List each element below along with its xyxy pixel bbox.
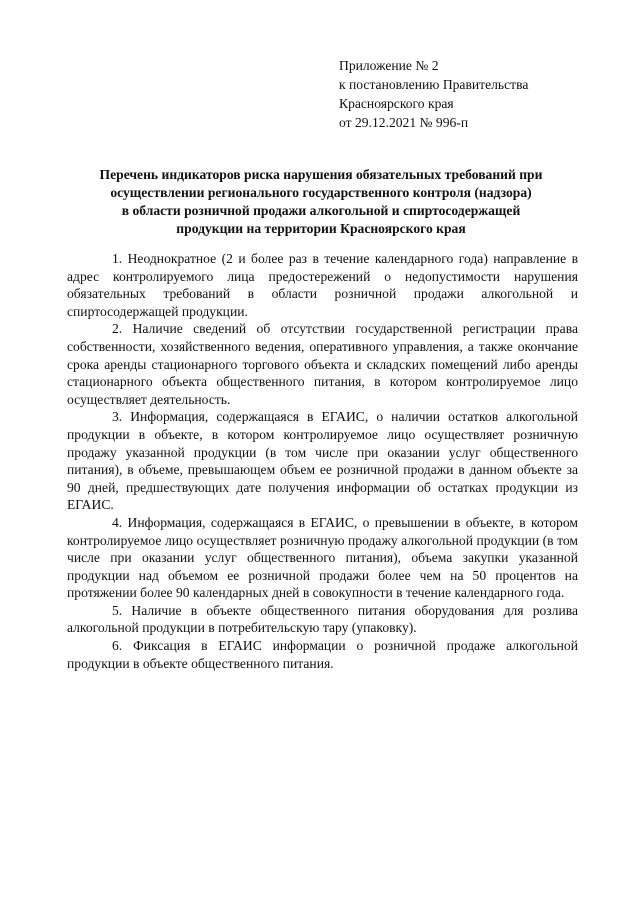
indicator-item-2: 2. Наличие сведений об отсутствии государственной регистрации права собственности, хозяйственного ведения, оперативного управления, а также окончание срока аренды стационарного торгового объекта и складских помещений либо аренды стационарного объекта общественного питания, в котором контролируемое лицо осуществляет деятельность.: [67, 321, 578, 407]
appendix-number: Приложение № 2: [339, 58, 439, 73]
appendix-region: Красноярского края: [339, 96, 454, 111]
document-title: [70, 166, 572, 238]
indicator-item-4: 4. Информация, содержащаяся в ЕГАИС, о превышении в объекте, в котором контролируемое лицо осуществляет розничную продажу алкогольной продукции (в том числе при оказании услуг общественного питания), объема закупки указанной продукции над объемом ее розничной продажи более чем на 50 процентов на протяжении более 90 календарных дней в совокупности в течение календарного года.: [67, 514, 578, 601]
indicator-item-6: 6. Фиксация в ЕГАИС информации о розничной продаже алкогольной продукции в объекте общественного питания.: [67, 638, 578, 671]
indicator-list: [67, 250, 578, 672]
title-line: Перечень индикаторов риска нарушения обязательных требований при: [99, 167, 543, 182]
title-line: осуществлении регионального государственного контроля (надзора): [110, 185, 532, 200]
title-line: в области розничной продажи алкогольной и спиртосодержащей: [121, 203, 521, 218]
indicator-item-3: 3. Информация, содержащаяся в ЕГАИС, о наличии остатков алкогольной продукции в объекте, в котором контролируемое лицо осуществляет розничную продажу указанной продукции (в том числе при оказании услуг общественного питания), в объеме, превышающем объем ее розничной продажи в данном объекте за 90 дней, предшествующих дате получения информации об остатках продукции из ЕГАИС.: [67, 409, 578, 513]
title-line: продукции на территории Красноярского края: [176, 221, 466, 236]
appendix-decree-ref: к постановлению Правительства: [339, 77, 529, 92]
indicator-item-5: 5. Наличие в объекте общественного питания оборудования для розлива алкогольной продукции в потребительскую тару (упаковку).: [67, 602, 578, 636]
appendix-date-number: от 29.12.2021 № 996-п: [339, 115, 469, 130]
appendix-header: [339, 56, 579, 132]
indicator-item-1: 1. Неоднократное (2 и более раз в течение календарного года) направление в адрес контролируемого лица предостережений о недопустимости нарушения обязательных требований в области розничной продажи алкогольной и спиртосодержащей продукции.: [67, 251, 578, 319]
